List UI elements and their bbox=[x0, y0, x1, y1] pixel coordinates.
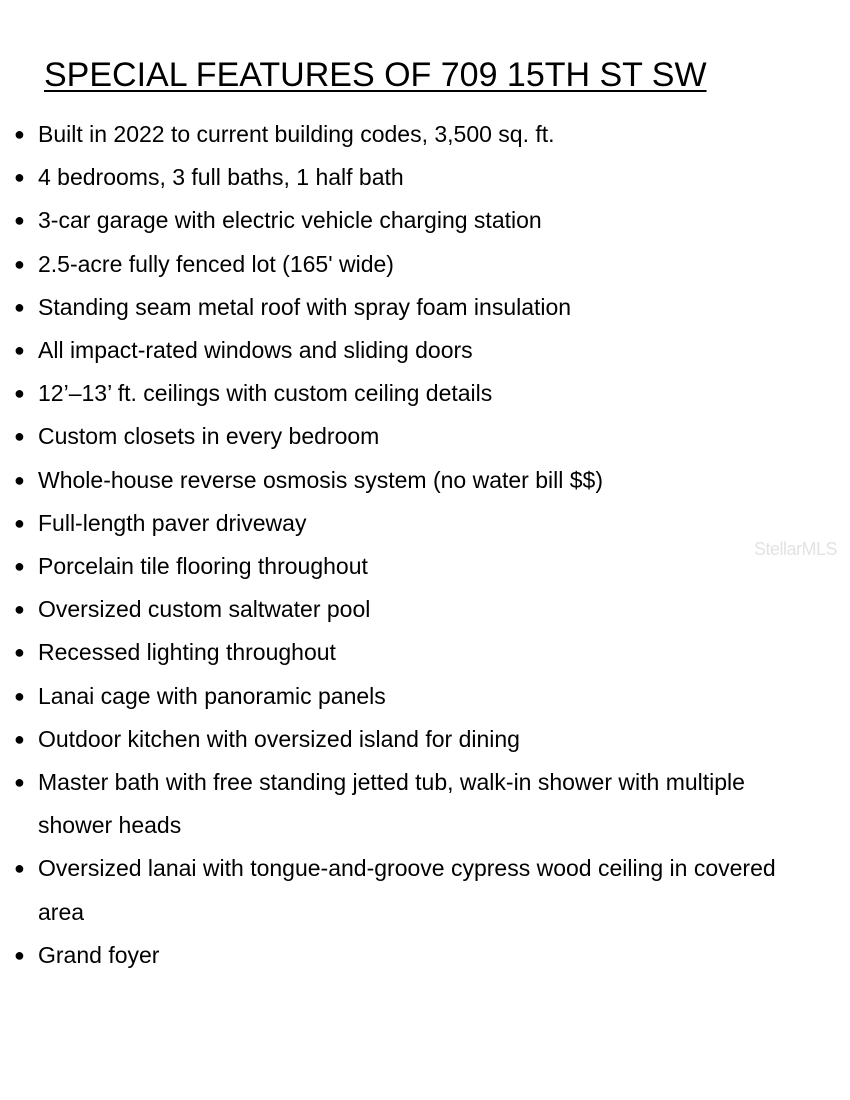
list-item bbox=[0, 459, 820, 502]
list-item bbox=[0, 156, 820, 199]
feature-text: Oversized custom saltwater pool bbox=[38, 596, 371, 623]
list-item bbox=[0, 415, 820, 458]
list-item bbox=[0, 199, 820, 242]
list-item bbox=[0, 631, 820, 674]
bullet-icon: ● bbox=[14, 383, 25, 404]
watermark-logo: StellarMLS bbox=[754, 539, 838, 559]
list-item bbox=[0, 372, 820, 415]
bullet-icon: ● bbox=[14, 340, 25, 361]
bullet-icon: ● bbox=[14, 167, 25, 188]
list-item bbox=[0, 847, 820, 933]
feature-text: Recessed lighting throughout bbox=[38, 639, 336, 666]
feature-text: Whole-house reverse osmosis system (no water bill $$) bbox=[38, 466, 603, 493]
feature-text: Porcelain tile flooring throughout bbox=[38, 553, 368, 580]
list-item bbox=[0, 113, 820, 156]
feature-text: Master bath with free standing jetted tub, walk-in shower with multiple shower heads bbox=[38, 769, 745, 839]
bullet-icon: ● bbox=[14, 296, 25, 317]
list-item bbox=[0, 718, 820, 761]
feature-text: 12’–13’ ft. ceilings with custom ceiling details bbox=[38, 380, 493, 407]
feature-list bbox=[0, 113, 820, 977]
bullet-icon: ● bbox=[14, 728, 25, 749]
bullet-icon: ● bbox=[14, 642, 25, 663]
list-item bbox=[0, 286, 820, 329]
bullet-icon: ● bbox=[14, 599, 25, 620]
feature-text: All impact-rated windows and sliding doors bbox=[38, 337, 473, 364]
list-item bbox=[0, 329, 820, 372]
bullet-icon: ● bbox=[14, 944, 25, 965]
bullet-icon: ● bbox=[14, 253, 25, 274]
bullet-icon: ● bbox=[14, 512, 25, 533]
feature-text: Oversized lanai with tongue-and-groove cypress wood ceiling in covered area bbox=[38, 855, 776, 925]
feature-text: 3-car garage with electric vehicle charging station bbox=[38, 207, 542, 234]
bullet-icon: ● bbox=[14, 469, 25, 490]
bullet-icon: ● bbox=[14, 556, 25, 577]
bullet-icon: ● bbox=[14, 426, 25, 447]
feature-text: Lanai cage with panoramic panels bbox=[38, 682, 386, 709]
list-item bbox=[0, 675, 820, 718]
bullet-icon: ● bbox=[14, 124, 25, 144]
bullet-icon: ● bbox=[14, 685, 25, 706]
bullet-icon: ● bbox=[14, 858, 25, 879]
bullet-icon: ● bbox=[14, 772, 25, 793]
list-item bbox=[0, 761, 820, 847]
feature-text: Standing seam metal roof with spray foam insulation bbox=[38, 293, 572, 320]
feature-text: Built in 2022 to current building codes, 3,500 sq. ft. bbox=[38, 121, 555, 147]
feature-text: Full-length paver driveway bbox=[38, 509, 307, 536]
feature-text: 4 bedrooms, 3 full baths, 1 half bath bbox=[38, 164, 404, 191]
list-item bbox=[0, 934, 820, 977]
list-item bbox=[0, 502, 820, 545]
feature-text: Grand foyer bbox=[38, 941, 160, 968]
feature-text: 2.5-acre fully fenced lot (165' wide) bbox=[38, 250, 394, 277]
list-item bbox=[0, 588, 820, 631]
list-item bbox=[0, 243, 820, 286]
bullet-icon: ● bbox=[14, 210, 25, 231]
list-item bbox=[0, 545, 820, 588]
page-title: SPECIAL FEATURES OF 709 15TH ST SW bbox=[44, 56, 707, 94]
feature-text: Custom closets in every bedroom bbox=[38, 423, 380, 450]
feature-text: Outdoor kitchen with oversized island for dining bbox=[38, 725, 520, 752]
